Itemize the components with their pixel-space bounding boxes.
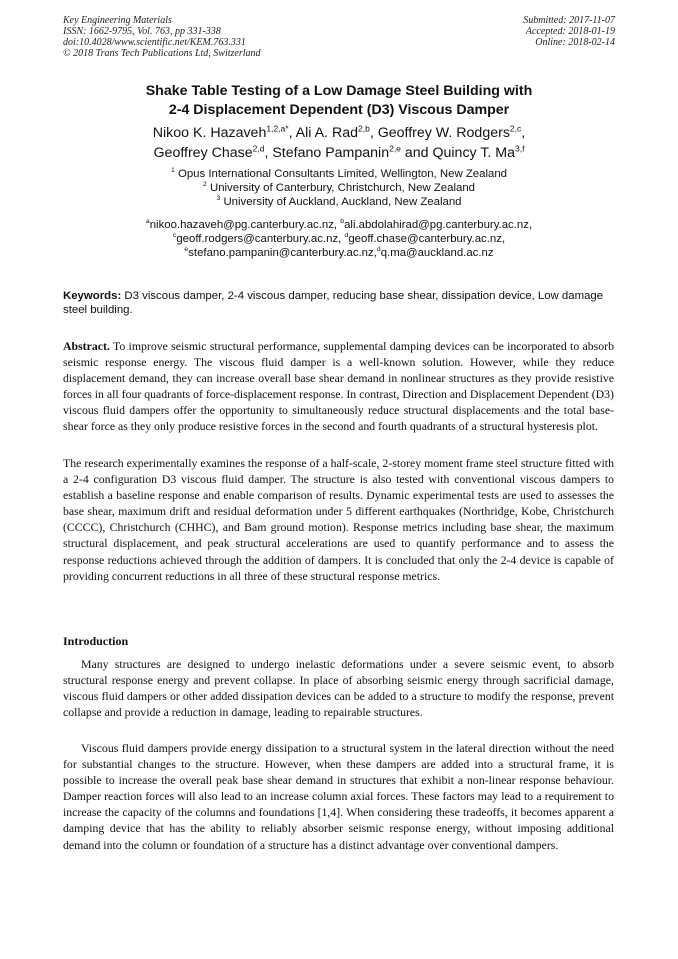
introduction-paragraph-1 [63,656,614,720]
introduction-text-1: Many structures are designed to undergo inelastic deformations under a severe seismic event, to absorb structural response energy and prevent collapse. In place of absorbing seismic energy through sacrificial damage, viscous fluid dampers or other added dissipation devices can be added to a structure to modify the response, prevent collapse and provide a reduction in damage, leading to repairable structures. [63,657,614,720]
abstract-paragraph-2 [63,455,614,584]
email-address[interactable]: nikoo.hazaveh@pg.canterbury.ac.nz [149,219,334,231]
author-name: Nikoo K. Hazaveh [152,125,267,141]
introduction-text-2: Viscous fluid dampers provide energy dissipation to a structural system in the lateral direction without the need for substantial changes to the structure. However, when these dampers are added into a structural frame, it is possible to increase the overall peak base shear demand in structures that exhibit a non-linear response behaviour. Damper reaction forces will also lead to an increase column axial forces. These factors may lead to a requirement to increase the capacity of the columns and foundations [1,4]. When considering these tradeoffs, it becomes apparent a damping device that has the ability to reliably absorber seismic response energy, without imposing additional demand into the column or foundation of a structure has a distinct advantage over conventional dampers. [63,741,614,852]
affiliation-text: University of Auckland, Auckland, New Zealand [223,196,462,209]
journal-name: Key Engineering Materials [63,15,172,26]
author-separator: , [521,125,526,141]
author-separator: and [400,145,433,161]
keywords-text: D3 viscous damper, 2-4 viscous damper, reducing base shear, dissipation device, Low damage steel building. [63,290,604,316]
email-list [40,218,638,261]
author-line-1 [40,123,638,143]
email-key: a [145,218,150,226]
header-dates [523,15,615,48]
author-separator: , [288,125,296,141]
abstract-label: Abstract. [63,339,110,353]
submitted-date: Submitted: 2017-11-07 [523,15,615,26]
author-affil-sup: 3,f [515,143,525,154]
introduction-paragraph-2 [63,740,614,853]
affiliation-text: University of Canterbury, Christchurch, New Zealand [209,182,476,195]
abstract-section [63,338,614,435]
affiliation-number: 3 [216,195,221,203]
abstract-paragraph [63,338,614,435]
email-address[interactable]: geoff.rodgers@canterbury.ac.nz [176,233,339,246]
email-line-2 [40,232,638,246]
keywords-label: Keywords: [63,290,122,302]
email-address[interactable]: geoff.chase@canterbury.ac.nz [348,233,502,246]
email-separator: , [501,233,506,246]
introduction-heading: Introduction [63,634,129,648]
copyright-line: © 2018 Trans Tech Publications Ltd, Switzerland [63,48,261,59]
accepted-date: Accepted: 2018-01-19 [525,26,615,37]
title-line-2: 2-4 Displacement Dependent (D3) Viscous Damper [168,102,510,118]
author-line-2 [40,143,638,163]
author-affil-sup: 2,e [389,143,401,154]
email-line-3 [40,246,638,260]
email-key: d [376,246,381,254]
email-separator: , [333,219,341,231]
email-address[interactable]: ali.abdolahirad@pg.canterbury.ac.nz [344,219,529,231]
affiliation-text: Opus International Consultants Limited, Wellington, New Zealand [177,168,508,180]
email-address[interactable]: stefano.pampanin@canterbury.ac.nz [188,247,374,260]
author-separator: , [264,145,273,161]
email-separator: , [373,247,377,260]
paper-title [40,82,638,120]
affiliation-item [40,181,638,195]
issn-line: ISSN: 1662-9795, Vol. 763, pp 331-338 [63,26,221,37]
affiliation-number: 2 [202,181,207,189]
keywords-section [63,289,614,317]
email-line-1 [40,218,638,232]
title-line-1: Shake Table Testing of a Low Damage Steel Building with [145,83,533,99]
author-affil-sup: 2,b [357,123,370,134]
author-name: Stefano Pampanin [272,145,390,161]
author-affil-sup: 2,d [252,143,265,154]
affiliation-number: 1 [170,167,175,175]
author-name: Geoffrey W. Rodgers [377,125,510,141]
author-name: Quincy T. Ma [432,145,516,161]
author-name: Ali A. Rad [295,125,358,141]
affiliation-item [40,195,638,209]
affiliation-list [40,167,638,210]
author-affil-sup: 1,2,a* [266,123,289,134]
author-list [40,123,638,163]
abstract-text: To improve seismic structural performance, supplemental damping devices can be incorporated to absorb seismic response energy. The viscous fluid damper is a well-known solution. However, while they reduce displacement demand, they can increase overall base shear demand in nonlinear structures as they provide resistive forces in all four quadrants of force-displacement response. In contrast, Direction and Displacement Dependent (D3) viscous fluid dampers offer the opportunity to simultaneously reduce structural displacements and the total base-shear force as they only produce resistive forces in the second and fourth quadrants of a structural hysteresis plot. [63,339,614,434]
email-address[interactable]: q.ma@auckland.ac.nz [380,247,494,260]
author-affil-sup: 2,c [509,123,522,134]
affiliation-item [40,167,638,181]
header-publication-info [63,15,261,59]
author-separator: , [369,125,378,141]
email-separator: , [528,219,533,231]
email-separator: , [338,233,345,246]
online-date: Online: 2018-02-14 [535,37,615,48]
abstract-text-2: The research experimentally examines the response of a half-scale, 2-storey moment frame steel structure fitted with a 2-4 configuration D3 viscous fluid damper. The structure is also tested with conventional viscous dampers to establish a baseline response and enable comparison of results. Dynamic experimental tests are used to assesses the base shear, maximum drift and residual deformation under 5 different earthquakes (Northridge, Kobe, Christchurch (CCCC), Christchurch (CHHC), and Bam ground motion). Response metrics including base shear, the maximum structural displacement, and peak structural accelerations are used to quantify performance and to assess the response reductions achieved through the addition of dampers. It is concluded that only the 2-4 device is capable of providing concurrent reductions in all three of these structural response metrics. [63,456,614,583]
email-key: c [172,232,177,240]
email-key: b [340,218,345,226]
email-key: e [184,246,189,254]
author-name: Geoffrey Chase [153,145,253,161]
doi-line[interactable]: doi:10.4028/www.scientific.net/KEM.763.331 [63,37,246,48]
email-key: d [344,232,349,240]
